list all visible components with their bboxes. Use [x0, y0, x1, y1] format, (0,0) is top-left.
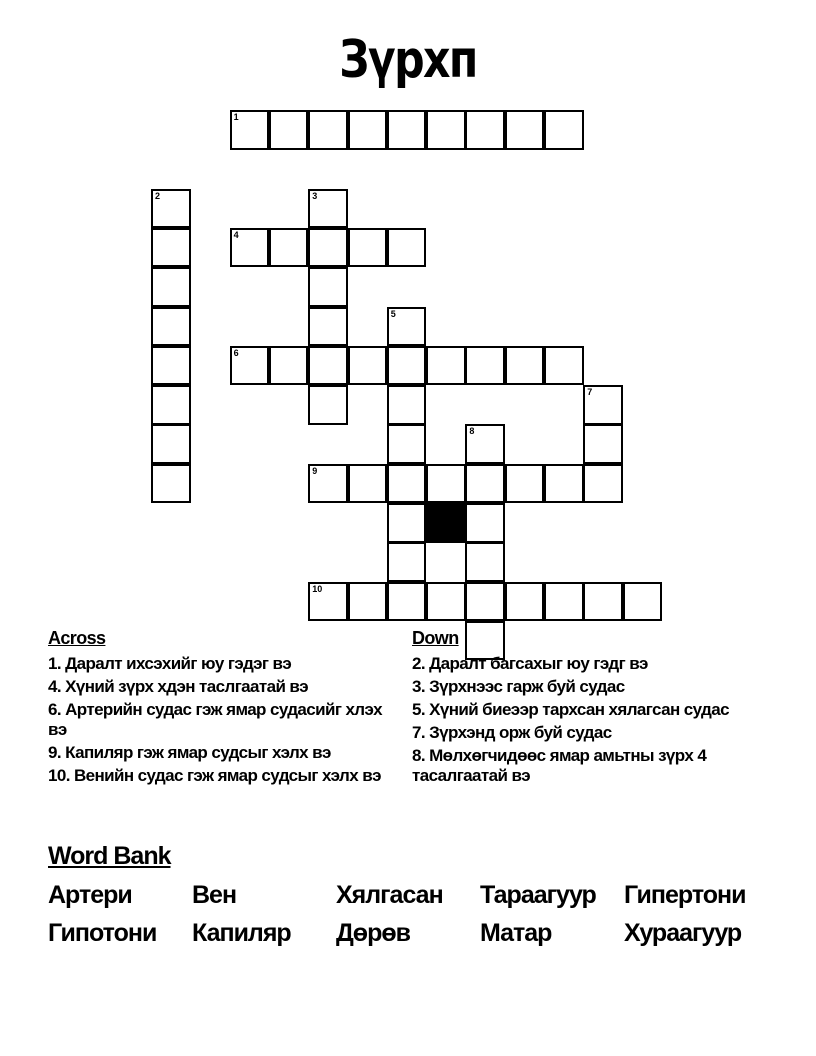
- grid-cell[interactable]: [387, 228, 427, 268]
- grid-cell[interactable]: [465, 542, 505, 582]
- grid-cell[interactable]: [387, 424, 427, 464]
- grid-cell[interactable]: [623, 582, 663, 622]
- grid-cell[interactable]: [387, 385, 427, 425]
- grid-cell[interactable]: [151, 189, 191, 229]
- down-clue-7: 7. Зүрхэнд орж буй судас: [412, 723, 612, 742]
- grid-cell[interactable]: [308, 189, 348, 229]
- grid-cell[interactable]: [348, 346, 388, 386]
- across-clue-1: 1. Даралт ихсэхийг юу гэдэг вэ: [48, 654, 292, 673]
- grid-cell[interactable]: [151, 307, 191, 347]
- grid-cell[interactable]: [348, 464, 388, 504]
- grid-cell[interactable]: [151, 385, 191, 425]
- word-bank-item: Гипотони: [48, 919, 157, 947]
- grid-cell[interactable]: [544, 346, 584, 386]
- grid-cell[interactable]: [387, 582, 427, 622]
- grid-cell[interactable]: [151, 424, 191, 464]
- grid-cell[interactable]: [387, 110, 427, 150]
- grid-cell[interactable]: [465, 503, 505, 543]
- grid-cell[interactable]: [583, 385, 623, 425]
- grid-cell[interactable]: [308, 267, 348, 307]
- grid-cell[interactable]: [583, 582, 623, 622]
- clue-number: 10: [312, 583, 323, 594]
- grid-cell[interactable]: [505, 110, 545, 150]
- grid-cell[interactable]: [426, 464, 466, 504]
- word-bank-item: Хураагуур: [624, 919, 742, 947]
- grid-cell[interactable]: [230, 110, 270, 150]
- puzzle-title: Зүрхп: [339, 30, 477, 90]
- grid-cell[interactable]: [308, 464, 348, 504]
- grid-cell[interactable]: [269, 228, 309, 268]
- grid-cell[interactable]: [387, 307, 427, 347]
- grid-cell[interactable]: [230, 346, 270, 386]
- grid-cell[interactable]: [544, 110, 584, 150]
- across-clue-6: 6. Артерийн судас гэж ямар судасийг хлэх вэ: [48, 700, 382, 739]
- across-clue-9: 9. Капиляр гэж ямар судсыг хэлх вэ: [48, 743, 331, 762]
- grid-cell[interactable]: [348, 582, 388, 622]
- grid-cell[interactable]: [348, 110, 388, 150]
- down-heading: Down: [412, 628, 459, 648]
- down-clue-2: 2. Даралт багсахыг юу гэдг вэ: [412, 654, 648, 673]
- grid-cell[interactable]: [387, 503, 427, 543]
- grid-cell[interactable]: [583, 424, 623, 464]
- word-bank-item: Капиляр: [192, 919, 291, 947]
- grid-cell[interactable]: [465, 464, 505, 504]
- word-bank: [48, 880, 788, 948]
- grid-cell[interactable]: [151, 464, 191, 504]
- grid-cell[interactable]: [505, 464, 545, 504]
- clue-number: 2: [155, 190, 161, 201]
- grid-cell[interactable]: [308, 346, 348, 386]
- across-heading: Across: [48, 628, 106, 648]
- grid-cell[interactable]: [269, 346, 309, 386]
- grid-block: [426, 503, 466, 543]
- word-bank-heading: Word Bank: [48, 842, 171, 870]
- grid-cell[interactable]: [269, 110, 309, 150]
- across-clue-4: 4. Хүний зүрх хдэн таслгаатай вэ: [48, 677, 309, 696]
- word-bank-item: Артери: [48, 881, 132, 909]
- down-clue-8: 8. Мөлхөгчидөөс ямар амьтны зүрх 4 тасалгаатай вэ: [412, 746, 707, 785]
- grid-cell[interactable]: [465, 110, 505, 150]
- clue-number: 1: [233, 112, 239, 122]
- clue-number: 6: [233, 347, 239, 358]
- grid-cell[interactable]: [387, 464, 427, 504]
- grid-cell[interactable]: [426, 582, 466, 622]
- word-bank-item: Гипертони: [624, 881, 746, 909]
- grid-cell[interactable]: [583, 464, 623, 504]
- grid-cell[interactable]: [308, 582, 348, 622]
- grid-cell[interactable]: [308, 307, 348, 347]
- clue-number: 8: [469, 426, 475, 437]
- word-bank-item: Хялгасан: [336, 881, 443, 909]
- grid-cell[interactable]: [308, 110, 348, 150]
- clue-number: 4: [233, 229, 239, 240]
- grid-cell[interactable]: [151, 346, 191, 386]
- grid-cell[interactable]: [387, 542, 427, 582]
- grid-cell[interactable]: [505, 346, 545, 386]
- grid-cell[interactable]: [465, 582, 505, 622]
- grid-cell[interactable]: [151, 228, 191, 268]
- down-clue-5: 5. Хүний биеээр тархсан хялагсан судас: [412, 700, 729, 719]
- grid-cell[interactable]: [505, 582, 545, 622]
- grid-cell[interactable]: [426, 110, 466, 150]
- grid-cell[interactable]: [308, 228, 348, 268]
- across-clue-10: 10. Венийн судас гэж ямар судсыг хэлх вэ: [48, 766, 381, 785]
- grid-cell[interactable]: [426, 346, 466, 386]
- clue-number: 3: [312, 190, 318, 201]
- clue-number: 7: [587, 387, 593, 398]
- word-bank-item: Тараагуур: [480, 881, 596, 909]
- down-clues: [412, 628, 742, 789]
- clue-number: 5: [390, 308, 396, 319]
- grid-cell[interactable]: [387, 346, 427, 386]
- grid-cell[interactable]: [465, 424, 505, 464]
- word-bank-item: Вен: [192, 881, 237, 909]
- word-bank-item: Дөрөв: [336, 919, 410, 947]
- word-bank-item: Матар: [480, 919, 552, 947]
- grid-cell[interactable]: [348, 228, 388, 268]
- grid-cell[interactable]: [151, 267, 191, 307]
- down-clue-3: 3. Зүрхнээс гарж буй судас: [412, 677, 625, 696]
- grid-cell[interactable]: [308, 385, 348, 425]
- across-clues: [48, 628, 393, 789]
- grid-cell[interactable]: [544, 464, 584, 504]
- clue-number: 9: [312, 465, 318, 476]
- grid-cell[interactable]: [465, 346, 505, 386]
- grid-cell[interactable]: [544, 582, 584, 622]
- grid-cell[interactable]: [230, 228, 270, 268]
